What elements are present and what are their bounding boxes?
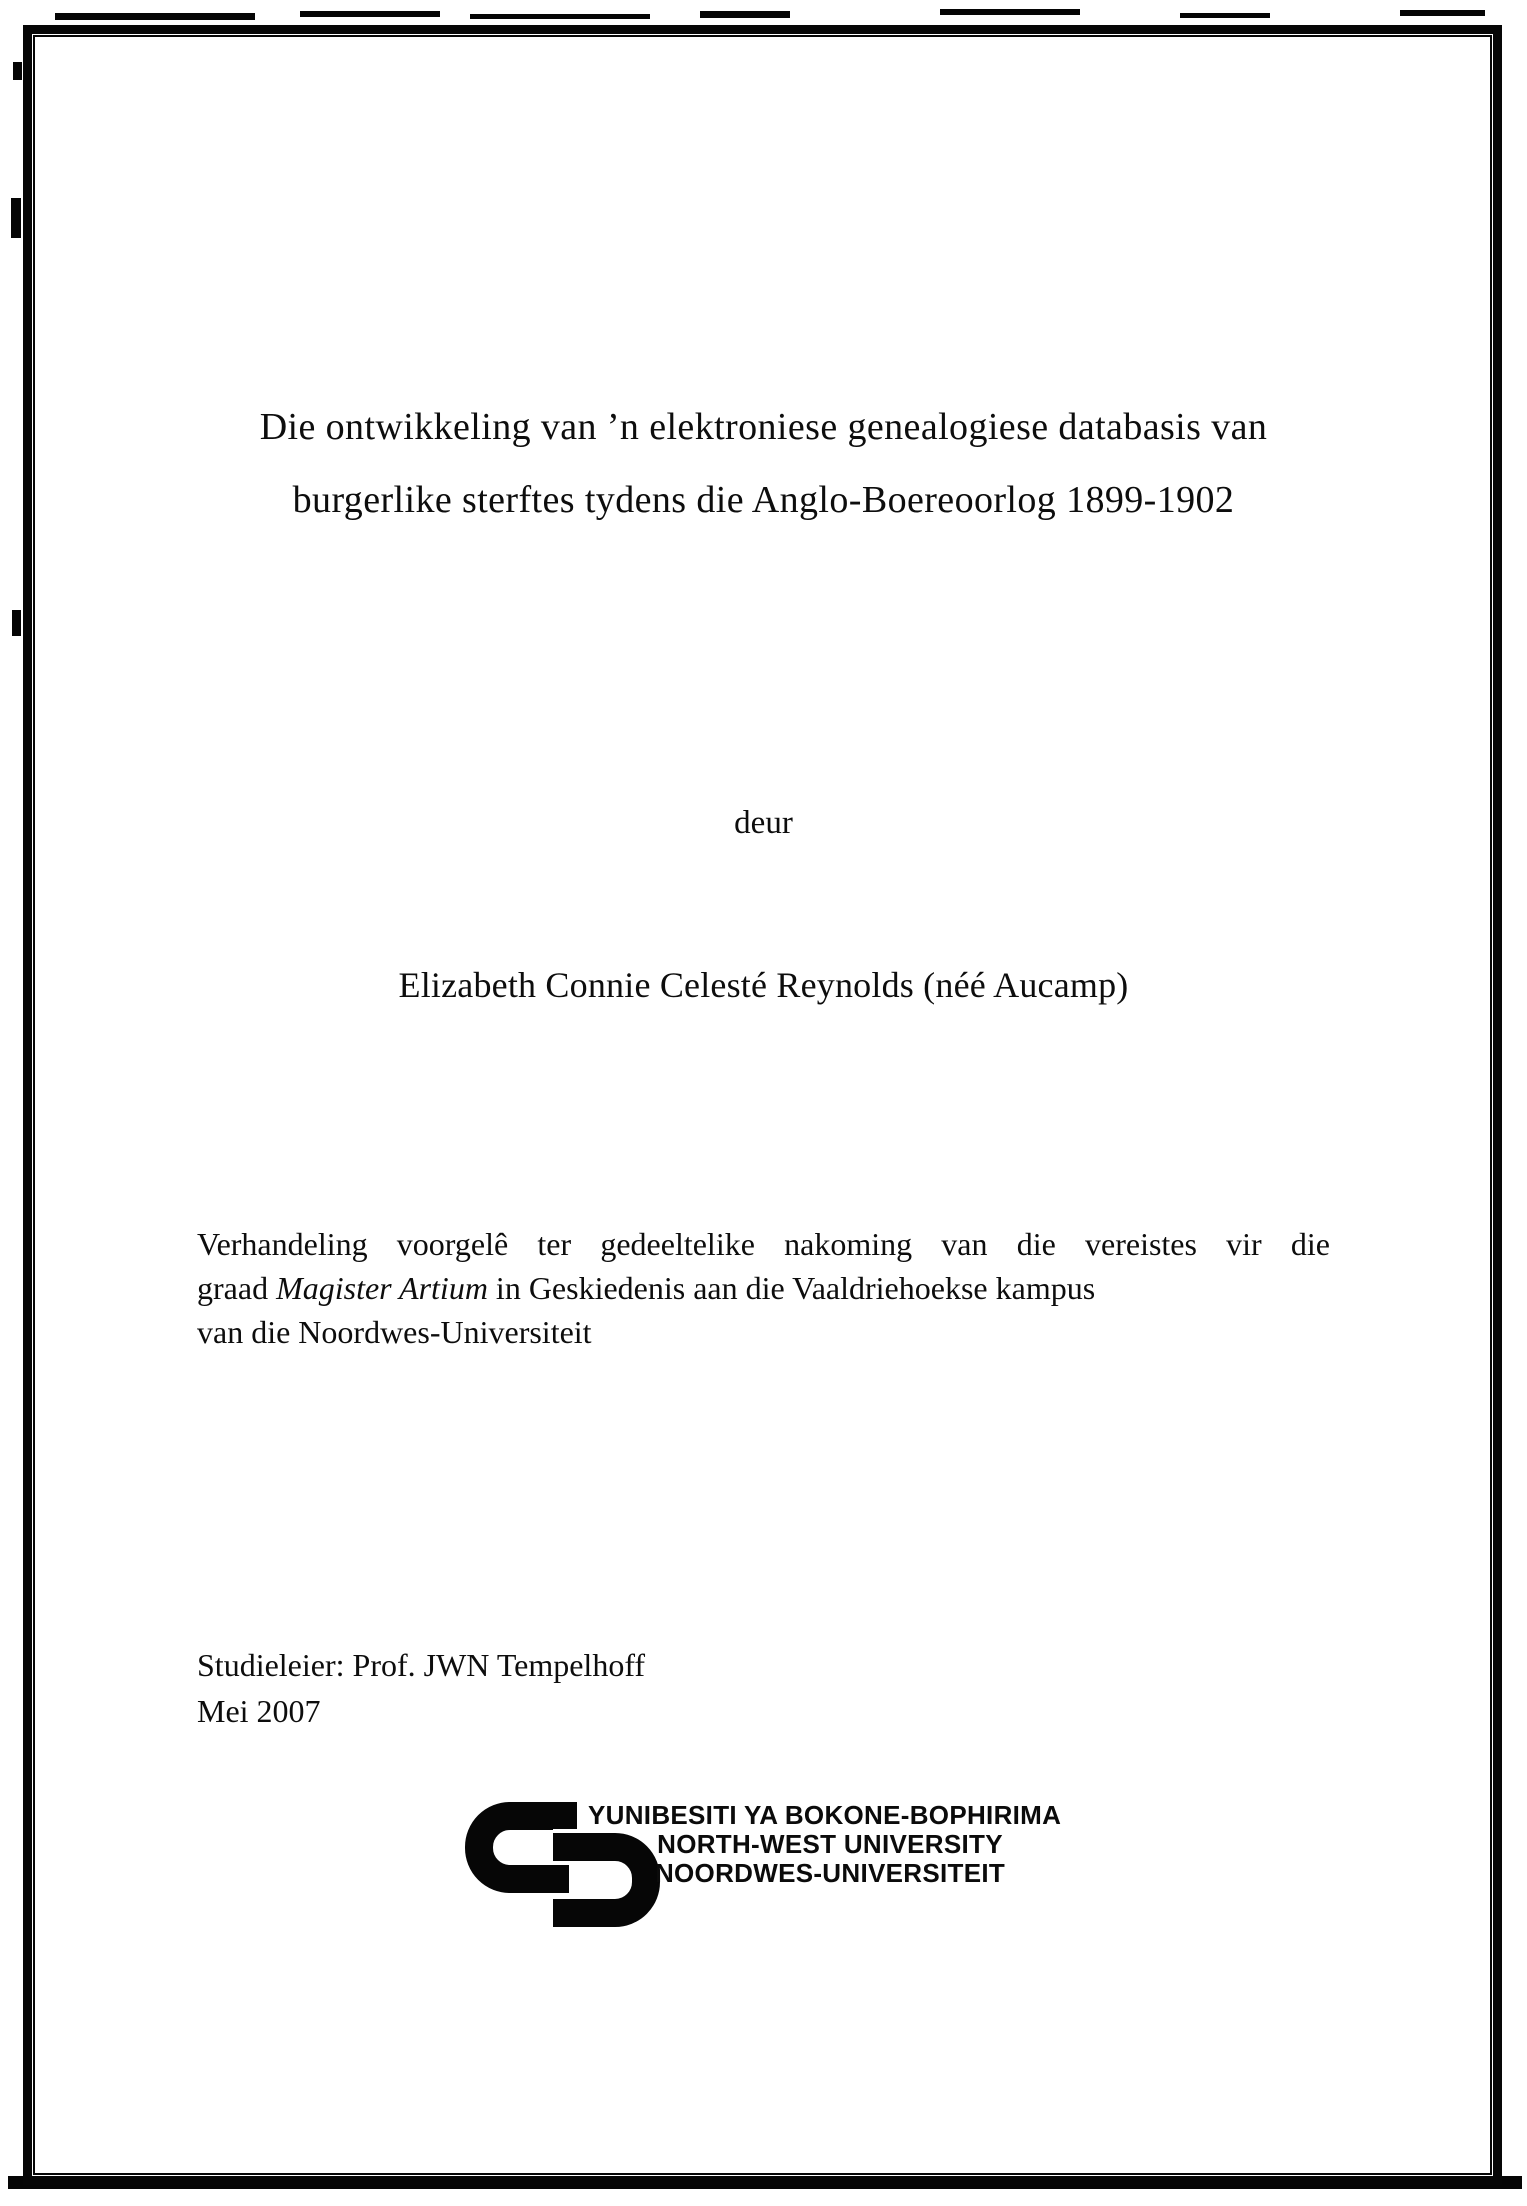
degree-statement-line1: Verhandeling voorgelê ter gedeeltelike nakoming van die vereistes vir die bbox=[197, 1226, 1330, 1262]
supervisor-block bbox=[197, 1642, 645, 1734]
byline-label: deur bbox=[734, 805, 793, 841]
author-name: Elizabeth Connie Celesté Reynolds (néé Aucamp) bbox=[398, 965, 1129, 1005]
supervisor-line: Studieleier: Prof. JWN Tempelhoff bbox=[197, 1647, 646, 1683]
scan-artifact bbox=[1180, 13, 1270, 18]
nwu-logo-line1: YUNIBESITI YA BOKONE-BOPHIRIMA bbox=[588, 1800, 1062, 1830]
scan-artifact bbox=[700, 11, 790, 18]
thesis-title-line1: Die ontwikkeling van ’n elektroniese genealogiese databasis van bbox=[259, 406, 1268, 448]
degree-statement-line3: van die Noordwes-Universiteit bbox=[197, 1314, 592, 1350]
nwu-logo bbox=[463, 1798, 1083, 1938]
scan-artifact bbox=[12, 610, 21, 636]
nwu-logo-line3: NOORDWES-UNIVERSITEIT bbox=[654, 1858, 1006, 1888]
thesis-title-line2: burgerlike sterftes tydens die Anglo-Boereoorlog 1899-1902 bbox=[292, 479, 1235, 521]
scan-artifact bbox=[1400, 10, 1485, 16]
scan-artifact bbox=[13, 62, 22, 80]
scan-artifact bbox=[11, 198, 21, 238]
date-line: Mei 2007 bbox=[197, 1693, 321, 1729]
scan-artifact bbox=[470, 14, 650, 19]
nwu-logo-text bbox=[588, 1801, 1072, 1888]
degree-statement bbox=[197, 1222, 1330, 1354]
scan-artifact bbox=[55, 13, 255, 20]
degree-statement-line2-prefix: graad bbox=[197, 1270, 277, 1306]
scan-artifact bbox=[940, 9, 1080, 15]
scan-artifact bbox=[300, 11, 440, 17]
nwu-logo-line2: NORTH-WEST UNIVERSITY bbox=[657, 1829, 1003, 1859]
thesis-title bbox=[80, 391, 1447, 537]
degree-statement-line2 bbox=[197, 1266, 1330, 1310]
degree-name-italic: Magister Artium bbox=[276, 1270, 488, 1306]
degree-statement-line2-suffix: in Geskiedenis aan die Vaaldriehoekse kampus bbox=[487, 1270, 1096, 1306]
